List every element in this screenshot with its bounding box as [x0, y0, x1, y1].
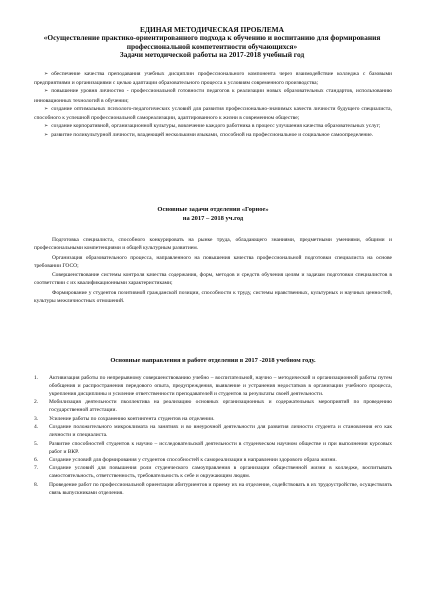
arrow-bullet-icon: ➢: [44, 106, 49, 112]
list-item-text: обеспечение качества преподавания учебных дисциплин профессионального компонента через взаимодействие колледжа с базовыми предприятиями и организациями с целью адаптации образовательного процесса к условиям современного производства;: [34, 71, 392, 87]
list-item-text: Усиление работы по сохранению контингента студентов на отделении.: [49, 415, 215, 422]
list-item-number: 1.: [34, 375, 39, 381]
list-item-text: Создание условий для повышения роли студенческого самоуправления в организации общественной жизни в колледже, воспитывать самостоятельность, ответственность, требовательность к себе и окружающим людям.: [49, 465, 392, 480]
list-item: [34, 464, 392, 480]
list-item-text: Создание условий для формирования у студентов способностей к самореализации в направлении здорового образа жизни.: [49, 456, 337, 463]
list-item: [34, 374, 392, 398]
methodical-tasks-list: [34, 70, 392, 141]
list-item-text: Создание положительного микроклимата на занятиях и во внеурочной деятельности для развития личности студента и становления его как личности и специалиста.: [49, 424, 392, 439]
section-title: Основные задачи отделения «Горное»: [157, 206, 269, 213]
list-item-number: 3.: [34, 415, 39, 422]
arrow-bullet-icon: ➢: [44, 133, 49, 139]
list-item-number: 6.: [34, 456, 39, 463]
arrow-bullet-icon: ➢: [44, 124, 49, 130]
paragraph: Организация образовательного процесса, направленного на повышения качества профессиональной подготовки специалиста на основе требовании ГОСО;: [34, 254, 392, 269]
paragraph: Формирование у студентов позитивной гражданской позиции, способности к труду, системы нравственных, культурных и научных ценностей, культуры межличностных отношений.: [34, 289, 392, 304]
arrow-bullet-icon: ➢: [44, 72, 49, 77]
list-item: [34, 440, 392, 456]
list-item: [34, 456, 392, 464]
list-item-number: 5.: [34, 440, 39, 447]
list-item-number: 7.: [34, 465, 39, 472]
header-main-title: ЕДИНАЯ МЕТОДИЧЕСКАЯ ПРОБЛЕМА: [140, 25, 284, 34]
list-item-text: развитие поликультурной личности, владеющей несколькими языками, способной на профессиональное и социальное самоопределение.: [51, 132, 374, 139]
list-item: [34, 105, 392, 122]
list-item-number: 4.: [34, 424, 39, 431]
header-tasks-title: Задачи методической работы на 2017-2018 учебный год: [119, 50, 305, 60]
section-heading-work-directions: Основные направления в работе отделения в 2017 -2018 учебном году.: [110, 357, 316, 364]
list-item: [34, 423, 392, 439]
list-item-text: повышение уровня личностно - профессиональной готовности педагогов к реализации новых образовательных стандартов, использованию инновационных технологий в обучении;: [34, 88, 392, 104]
section-subtitle: на 2017 – 2018 уч.год: [182, 214, 244, 222]
list-item-text: создание корпоративной, организационной культуры, вовлечение каждого работника в процесс улучшения качества образовательных услуг;: [51, 123, 381, 130]
list-item-number: 8.: [34, 481, 39, 488]
list-item-text: Развитие способностей студентов к научно – исследовательской деятельности в студенческом научном обществе и при выполнении курсовых работ и ВКР.: [49, 440, 392, 455]
list-item: [34, 398, 392, 414]
department-tasks-paragraphs: [34, 236, 392, 306]
paragraph: Подготовка специалиста, способного конкурировать на рынке труда, обладающего знаниями, предметными умениями, общими и профессиональными компетенциями и общей культурным развитием.: [34, 237, 392, 252]
paragraph: Совершенствование системы контроля качества содержания, форм, методов и средств обучения целям и задачам подготовки специалистов в соответствии с их квалификационными характеристиками;: [34, 272, 392, 287]
list-item: [34, 481, 392, 497]
list-item-text: создание оптимальных психолого-педагогических условий для развития профессионально-значимых качеств личности будущего специалиста, способного к успешной профессиональной самореализации, адаптированного к жизни в современном обществе;: [34, 105, 392, 122]
work-directions-list: [34, 374, 392, 497]
list-item-text: Проведение работ по профессиональной ориентации абитуриентов и приему их на отделение, содействовать в их трудоустройстве, осуществлять связь выпускниками отделения.: [49, 481, 392, 496]
list-item-number: 2.: [34, 399, 39, 406]
arrow-bullet-icon: ➢: [44, 89, 49, 95]
list-item: [34, 122, 392, 131]
list-item-text: Мобилизация деятельности пколлектива на реализацию основных организационных и содержательных мероприятий по проведению государственной аттестации.: [49, 399, 392, 414]
list-item: [34, 70, 392, 87]
header-methodical-problem: «Осуществление практико-ориентированного подхода к обучению и воспитанию для формирования профессиональной компетентности обучающихся»: [43, 33, 381, 51]
section-heading-department-tasks: [34, 206, 392, 223]
document-header: [30, 26, 394, 60]
list-item: [34, 87, 392, 104]
list-item-text: Активизация работы по непрерывному совершенствованию учебно – воспитательной, научно – методической и организационной работы путем обобщения и распространения передового опыта, предупреждения, выявление и устранения недостатков в организации учебного процесса, укрепления дисциплины и усиление ответственности преподавателей и студентов за результаты своей деятельности.: [49, 375, 392, 398]
list-item: [34, 131, 392, 140]
list-item: [34, 415, 392, 423]
